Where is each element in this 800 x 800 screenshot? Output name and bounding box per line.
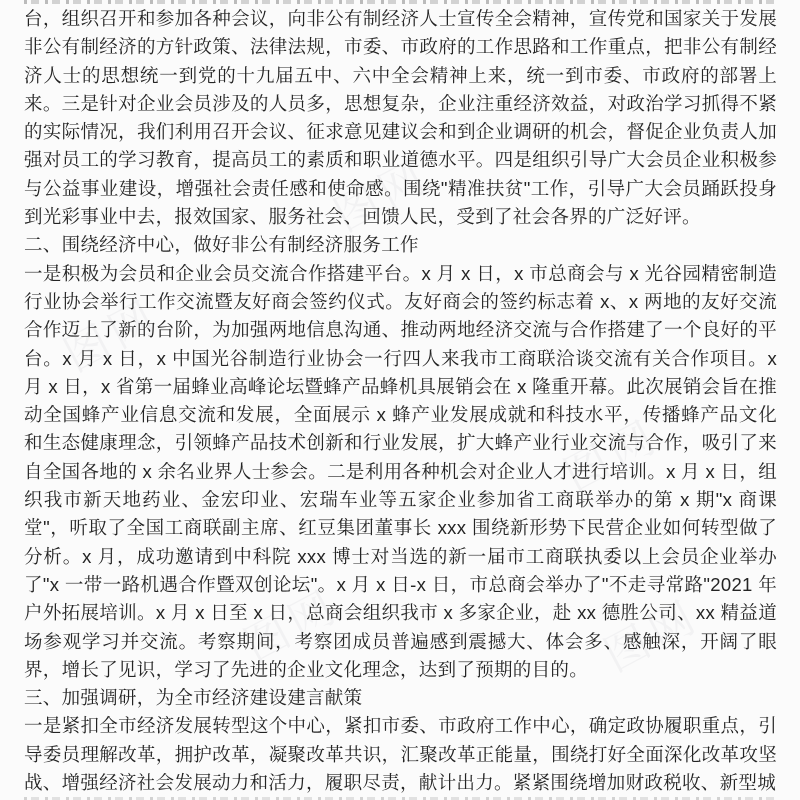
watermark: 图网: [56, 290, 168, 382]
watermark: 图网: [236, 580, 348, 672]
section-heading-3: 三、加强调研，为全市经济建设建言献策: [24, 687, 363, 709]
watermark: 图网: [556, 410, 668, 502]
paragraph-research-suggestions: 一是紧扣全市经济发展转型这个中心，紧扣市委、市政府工作中心，确定政协履职重点，引导委员理解改革，拥护改革，凝聚改革共识，汇聚改革正能量，围绕打好全面深化改革攻坚战、增强经济社会发展动力和活力，履职尽责，献计出力。紧紧围绕增加财政税收、新型城: [24, 715, 777, 794]
watermark: 图网: [596, 590, 708, 682]
document-text: [24, 5, 777, 797]
paragraph-work-items-3-4: 台，组织召开和参加各种会议，向非公有制经济人士宣传全会精神，宣传党和国家关于发展非公有制经济的方针政策、法律法规，市委、市政府的工作思路和工作重点，把非公有制经济人士的思想统一到党的十九届五中、六中全会精神上来，统一到市委、市政府的部署上来。三是针对企业会员涉及的人员多，思想复杂，企业注重经济效益，对政治学习抓得不紧的实际情况，我们利用召开会议、征求意见建议会和到企业调研的机会，督促企业负责人加强对员工的学习教育，提高员工的素质和职业道德水平。四是组织引导广大会员企业积极参与公益事业建设，增强社会责任感和使命感。围绕"精准扶贫"工作，引导广大会员踊跃投身到光彩事业中去，报效国家、服务社会、回馈人民，受到了社会各界的广泛好评。: [24, 8, 777, 228]
section-heading-2: 二、围绕经济中心，做好非公有制经济服务工作: [24, 234, 419, 256]
clipped-line-top: [24, 0, 777, 4]
watermark: 图网: [326, 150, 438, 242]
paragraph-economic-service: 一是积极为会员和企业会员交流合作搭建平台。x 月 x 日，x 市总商会与 x 光谷园精密制造行业协会举行工作交流暨友好商会签约仪式。友好商会的签约标志着 x、x 两地的友好交流合作迈上了新的台阶，为加强两地信息沟通、推动两地经济交流与合作搭建了一个良好的平台。x 月 x 日，x 中国光谷制造行业协会一行四人来我市工商联洽谈交流有关合作项目。x 月 x 日，x 省第一届蜂业高峰论坛暨蜂产品蜂机具展销会在 x 隆重开幕。此次展销会旨在推动全国蜂产业信息交流和发展，全面展示 x 蜂产业发展成就和科技水平，传播蜂产品文化和生态健康理念，引领蜂产品技术创新和行业发展，扩大蜂产业行业交流与合作，吸引了来自全国各地的 x 余名业界人士参会。二是利用各种机会对企业人才进行培训。x 月 x 日，组织我市新天地药业、金宏印业、宏瑞车业等五家企业参加省工商联举办的第 x 期"x 商课堂"，听取了全国工商联副主席、红豆集团董事长 xxx 围绕新形势下民营企业如何转型做了分析。x 月，成功邀请到中科院 xxx 博士对当选的新一届市工商联执委以上会员企业举办了"x 一带一路机遇合作暨双创论坛"。x 月 x 日-x 日，市总商会举办了"不走寻常路"2021 年户外拓展培训。x 月 x 日至 x 日，总商会组织我市 x 多家企业，赴 xx 德胜公司、xx 精益道场参观学习并交流。考察期间，考察团成员普遍感到震撼大、体会多、感触深，开阔了眼界，增长了见识，学习了先进的企业文化理念，达到了预期的目的。: [24, 262, 777, 680]
